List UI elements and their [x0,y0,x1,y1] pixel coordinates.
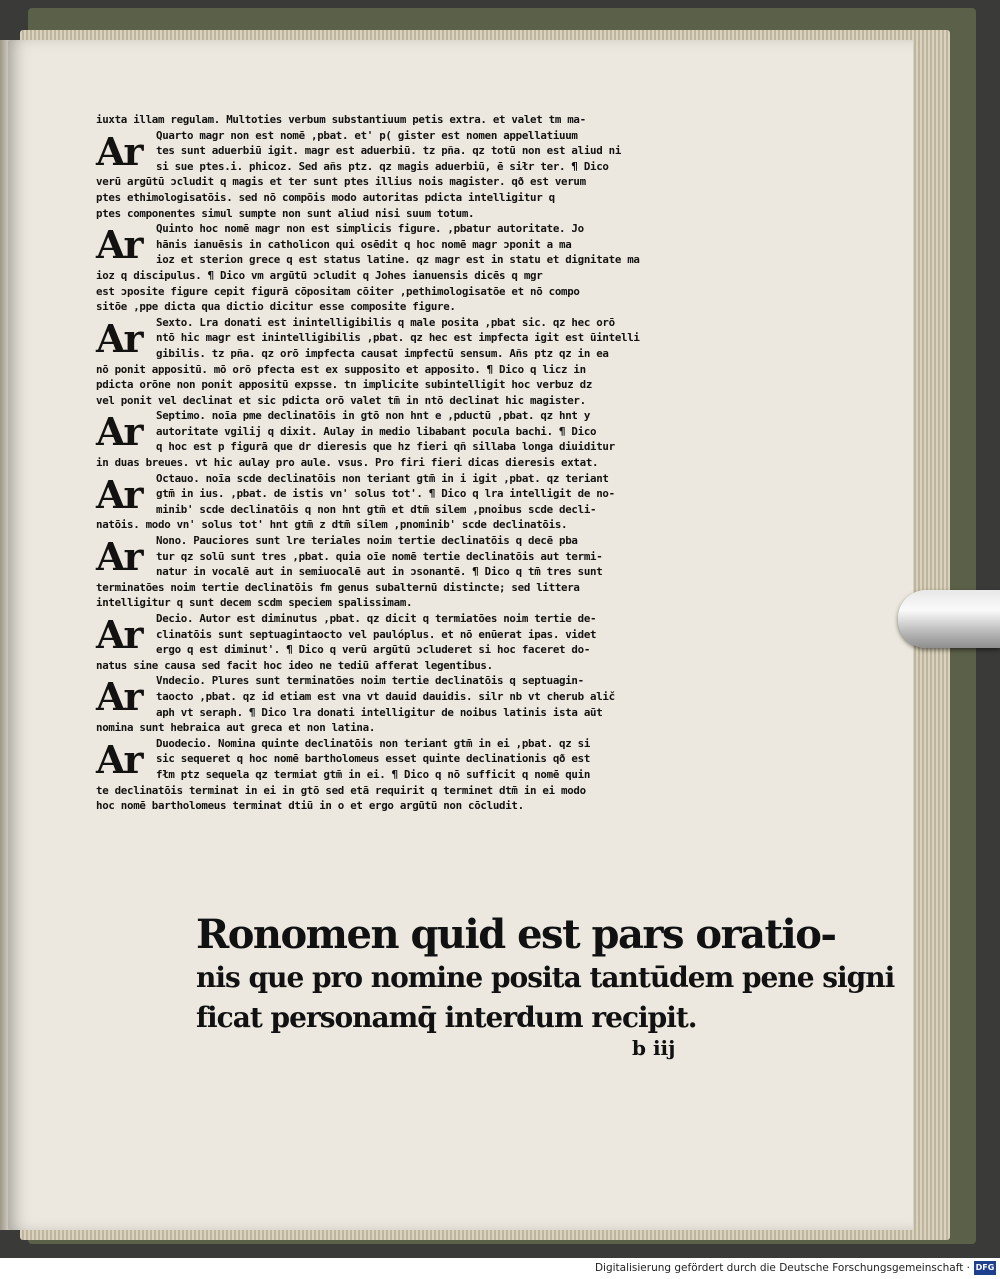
text-line: aph vt seraph. ¶ Dico lra donati intelligitur de noibus latinis ista aūt [156,705,603,719]
paragraph [96,315,706,409]
paragraph [96,471,706,533]
initial-letter: Ar [96,674,142,720]
text-line: taocto ,pbat. qz id etiam est vna vt dauid dauidis. silr nb vt cherub alič [156,689,615,703]
text-line: vel ponit vel declinat et sic pdicta orō valet tm̄ in ntō declinat hic magister. [96,393,586,407]
text-line: hoc nomē bartholomeus terminat dtiū in o et ergo argūtū non cōcludit. [96,799,524,813]
text-line: q hoc est p figurā que dr dieresis que hz fieri qñ sillaba longa diuiditur [156,440,615,454]
text-line: ntō hic magr est inintelligibilis ,pbat. qz hec est impfecta igit est ūintelli [156,331,640,345]
section-heading [196,911,895,1038]
text-line: Quarto magr non est nomē ,pbat. et' p( gister est nomen appellatiuum [156,128,578,142]
dfg-logo-icon: DFG [974,1261,996,1275]
text-line: Septimo. noīa pme declinatōis in gtō non hnt e ,pductū ,pbat. qz hnt y [156,409,591,423]
text-line: tur qz solū sunt tres ,pbat. quia oīe nomē tertie declinatōis aut termi- [156,549,603,563]
text-line: fłm ptz sequela qz termiat gtm̄ in ei. ¶ Dico q nō sufficit q nomē quin [156,767,591,781]
text-line: nomina sunt hebraica aut greca et non latina. [96,721,376,735]
heading-line: ficat personamq̄ interdum recipit. [196,1001,697,1034]
paragraph [96,128,706,222]
text-line: te declinatōis terminat in ei in gtō sed etā requirit q terminet dtm̄ in ei modo [96,783,586,797]
initial-letter: Ar [96,222,142,268]
text-line: terminatōes noim tertie declinatōis fm genus subalternū distincte; sed littera [96,580,580,594]
text-line: ergo q est diminut'. ¶ Dico q verū argūtū ɔcluderet si hoc faceret do- [156,643,591,657]
paragraph [96,408,706,470]
digitization-credit: Digitalisierung gefördert durch die Deutsche Forschungsgemeinschaft · [594,1262,970,1274]
text-line: autoritate vgilij q dixit. Aulay in medio libabant pocula bachi. ¶ Dico [156,424,597,438]
text-line: natōis. modo vn' solus tot' hnt gtm̄ z dtm̄ silem ,pnominib' scde declinatōis. [96,518,568,532]
text-line: clinatōis sunt septuagintaocto vel paulóplus. et nō enūerat ipas. videt [156,627,597,641]
initial-letter: Ar [96,534,142,580]
text-line: Nono. Pauciores sunt lre teriales noim tertie declinatōis q decē pba [156,534,578,548]
text-line: Quinto hoc nomē magr non est simplicis figure. ,pbatur autoritate. Jo [156,222,584,236]
text-line: ioz et sterion grece q est status latine. qz magr est in statu et dignitate ma [156,253,640,267]
text-line: tes sunt aduerbiū igit. magr est aduerbiū. tz pña. qz totū non est aliud ni [156,144,622,158]
paragraph [96,736,706,814]
text-line: verū argūtū ɔcludit q magis et ter sunt ptes illius nois magister. qð est verum [96,175,586,189]
heading-line: Ronomen quid est pars oratio- [196,911,836,958]
paragraph [96,221,706,315]
text-line: intelligitur q sunt decem scdm speciem spalissimam. [96,596,413,610]
text-line: sic sequeret q hoc nomē bartholomeus esset quinte declinationis qð est [156,752,591,766]
initial-letter: Ar [96,612,142,657]
heading-line: nis que pro nomine posita tantūdem pene signi [196,961,895,994]
text-line: natus sine causa sed facit hoc ideo ne tediū afferat legentibus. [96,658,493,672]
text-line: Duodecio. Nomina quinte declinatōis non teriant gtm̄ in ei ,pbat. qz si [156,736,591,750]
text-line: natur in vocalē aut in semiuocalē aut in ɔsonantē. ¶ Dico q tm̄ tres sunt [156,565,603,579]
text-line: ioz q discipulus. ¶ Dico vm argūtū ɔcludit q Johes ianuensis dicēs q mgr [96,268,543,282]
text-line: si sue ptes.i. phicoz. Sed añs ptz. qz magis aduerbiū, ē siłr ter. ¶ Dico [156,159,609,173]
text-line: hānis ianuēsis in catholicon qui osēdit q hoc nomē magr ɔponit a ma [156,237,572,251]
text-line: Sexto. Lra donati est inintelligibilis q male posita ,pbat sic. qz hec orō [156,315,615,329]
page-text [96,112,706,814]
text-line: minib' scde declinatōis q non hnt gtm̄ et dtm̄ silem ,pnoibus scde decli- [156,502,597,516]
initial-letter: Ar [96,315,142,361]
text-line: ptes ethimologisatōis. sed nō compōis modo autoritas pdicta intelligitur q [96,190,555,204]
text-line: gtm̄ in ius. ,pbat. de istis vn' solus tot'. ¶ Dico q lra intelligit de no- [156,487,615,501]
text-line: Octauo. noīa scde declinatōis non teriant gtm̄ in i igit ,pbat. qz teriant [156,471,609,485]
text-line: sitōe ,ppe dicta qua dictio dicitur esse composite figure. [96,300,456,314]
text-line: est ɔposite figure cepit figurā cōpositam cōiter ,pethimologisatōe et nō compo [96,284,580,298]
text-line: in duas breues. vt hic aulay pro aule. vsus. Pro firi fieri dicas dieresis extat. [96,456,599,470]
text-line: nō ponit appositū. mō orō pfecta est ex supposito et apposito. ¶ Dico q licz in [96,362,586,376]
text-line: pdicta orōne non ponit appositū expsse. tn implicite subintelligit hoc verbuz dz [96,378,593,392]
signature-mark: b iij [632,1036,676,1060]
paragraph [96,533,706,611]
text-line: iuxta illam regulam. Multoties verbum substantiuum petis extra. et valet tm ma- [96,113,586,126]
text-line: Vndecio. Plures sunt terminatōes noim tertie declinatōis q septuagin- [156,674,584,688]
initial-letter: Ar [96,409,142,455]
initial-letter: Ar [96,736,142,782]
paragraph [96,611,706,673]
text-line: gibilis. tz pña. qz orō impfecta causat impfectū sensum. Añs ptz qz in ea [156,346,609,360]
initial-letter: Ar [96,471,142,517]
text-line: ptes componentes simul sumpte non sunt aliud nisi suum totum. [96,206,475,220]
initial-letter: Ar [96,128,142,174]
paragraph [96,673,706,735]
text-line: Decio. Autor est diminutus ,pbat. qz dicit q termiatōes noim tertie de- [156,612,597,625]
page-clamp [898,590,1000,648]
